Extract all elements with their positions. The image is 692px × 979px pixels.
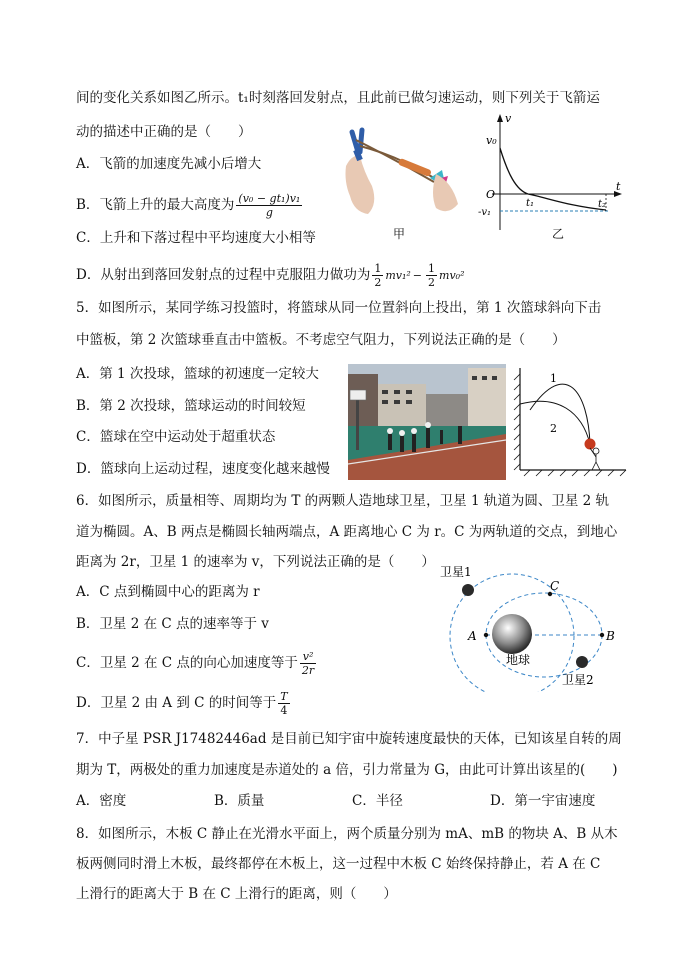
- earth-label: 地球: [506, 653, 531, 667]
- point-a-label: A: [468, 629, 477, 643]
- satellite1-icon: [462, 584, 474, 596]
- q6-option-a: A．C 点到椭圆中心的距离为 r: [76, 584, 260, 600]
- q6-stem-line1: 6．如图所示，质量相等、周期均为 T 的两颗人造地球卫星，卫星 1 轨道为圆、卫星 2 轨: [76, 493, 610, 509]
- q7-option-c: C．半径: [352, 793, 403, 809]
- slingshot-photo: [338, 126, 466, 220]
- q8-stem-line1: 8．如图所示，木板 C 静止在光滑水平面上，两个质量分别为 mA、mB 的物块 A、B 从木: [76, 826, 618, 842]
- trajectory-1-label: 1: [550, 372, 557, 385]
- basketball-trajectory-diagram: [510, 362, 628, 480]
- graph-origin-label: O: [486, 188, 496, 201]
- q4-stem-line2: 动的描述中正确的是（ ）: [76, 124, 252, 140]
- graph-minus-v1-label: -v₁: [478, 207, 492, 218]
- q7-option-b: B．质量: [214, 793, 265, 809]
- q4-option-a: A．飞箭的加速度先减小后增大: [76, 156, 262, 172]
- graph-v0-label: v₀: [486, 134, 497, 147]
- q4b-fraction: $\frac{\text{(v₀ − gt₁)v₁}}{g}$: [238, 192, 301, 219]
- figure-jia-label: 甲: [393, 227, 406, 241]
- graph-t1-label: t₁: [526, 198, 535, 209]
- q4-stem-line1: 间的变化关系如图乙所示。t₁时刻落回发射点，且此前已做匀速运动，则下列关于飞箭运: [76, 90, 600, 106]
- point-b-label: B: [606, 629, 615, 643]
- q7-option-d: D．第一宇宙速度: [490, 793, 596, 809]
- q7-stem-line2: 期为 T，两极处的重力加速度是赤道处的 a 倍，引力常量为 G，由此可计算出该星的( ): [76, 762, 618, 778]
- q8-stem-line3: 上滑行的距离大于 B 在 C 上滑行的距离，则（ ）: [76, 886, 397, 902]
- q5-option-a: A．第 1 次投球，篮球的初速度一定较大: [76, 366, 319, 382]
- q4-option-b: B．飞箭上升的最大高度为 $\frac{\text{(v₀ − gt₁)v₁}}{g}$: [76, 192, 301, 219]
- q4-option-c: C．上升和下落过程中平均速度大小相等: [76, 230, 316, 246]
- graph-t2-label: t₂: [598, 199, 607, 210]
- earth-icon: [492, 614, 532, 654]
- q8-stem-line2: 板两侧同时滑上木板，最终都停在木板上，这一过程中木板 C 始终保持静止，若 A 在 C: [76, 856, 601, 872]
- graph-v-axis-label: v: [505, 112, 512, 125]
- q6-stem-line2: 道为椭圆。A、B 两点是椭圆长轴两端点，A 距离地心 C 为 r。C 为两轨道的交点，到地心: [76, 524, 618, 540]
- q6-stem-line3: 距离为 2r，卫星 1 的速率为 v，下列说法正确的是（ ）: [76, 554, 435, 570]
- q6-option-c: C．卫星 2 在 C 点的向心加速度等于 $\frac{\text{v²}}{2r}$: [76, 650, 315, 677]
- q6-option-d: D．卫星 2 由 A 到 C 的时间等于 $\frac{T}{4}$: [76, 690, 288, 717]
- figure-yi-label: 乙: [552, 227, 565, 241]
- sat1-label: 卫星1: [440, 565, 472, 579]
- sat2-label: 卫星2: [562, 673, 594, 687]
- q7-option-a: A．密度: [76, 793, 127, 809]
- satellite-orbit-diagram: [436, 560, 636, 692]
- q5-stem-line1: 5．如图所示，某同学练习投篮时，将篮球从同一位置斜向上投出，第 1 次篮球斜向下击: [76, 300, 602, 316]
- q5-option-c: C．篮球在空中运动处于超重状态: [76, 429, 276, 445]
- q7-stem-line1: 7．中子星 PSR J17482446ad 是目前已知宇宙中旋转速度最快的天体，已知该星自转的周: [76, 731, 622, 747]
- q5-stem-line2: 中篮板，第 2 次篮球垂直击中篮板。不考虑空气阻力，下列说法正确的是（ ）: [76, 332, 566, 348]
- q6-option-b: B．卫星 2 在 C 点的速率等于 v: [76, 616, 269, 632]
- vt-graph: [478, 112, 628, 242]
- basketball-court-photo: [348, 364, 506, 480]
- point-c-label: C: [550, 579, 560, 593]
- graph-t-axis-label: t: [616, 180, 621, 193]
- q5-option-b: B．第 2 次投球，篮球运动的时间较短: [76, 398, 306, 414]
- satellite2-icon: [576, 656, 588, 668]
- trajectory-2-label: 2: [550, 422, 557, 435]
- q4-option-d: D．从射出到落回发射点的过程中克服阻力做功为 $\frac{1}{2}$ mv₁² − $\frac{1}{2}$ mv₀²: [76, 262, 465, 289]
- q5-option-d: D．篮球向上运动过程，速度变化越来越慢: [76, 461, 330, 477]
